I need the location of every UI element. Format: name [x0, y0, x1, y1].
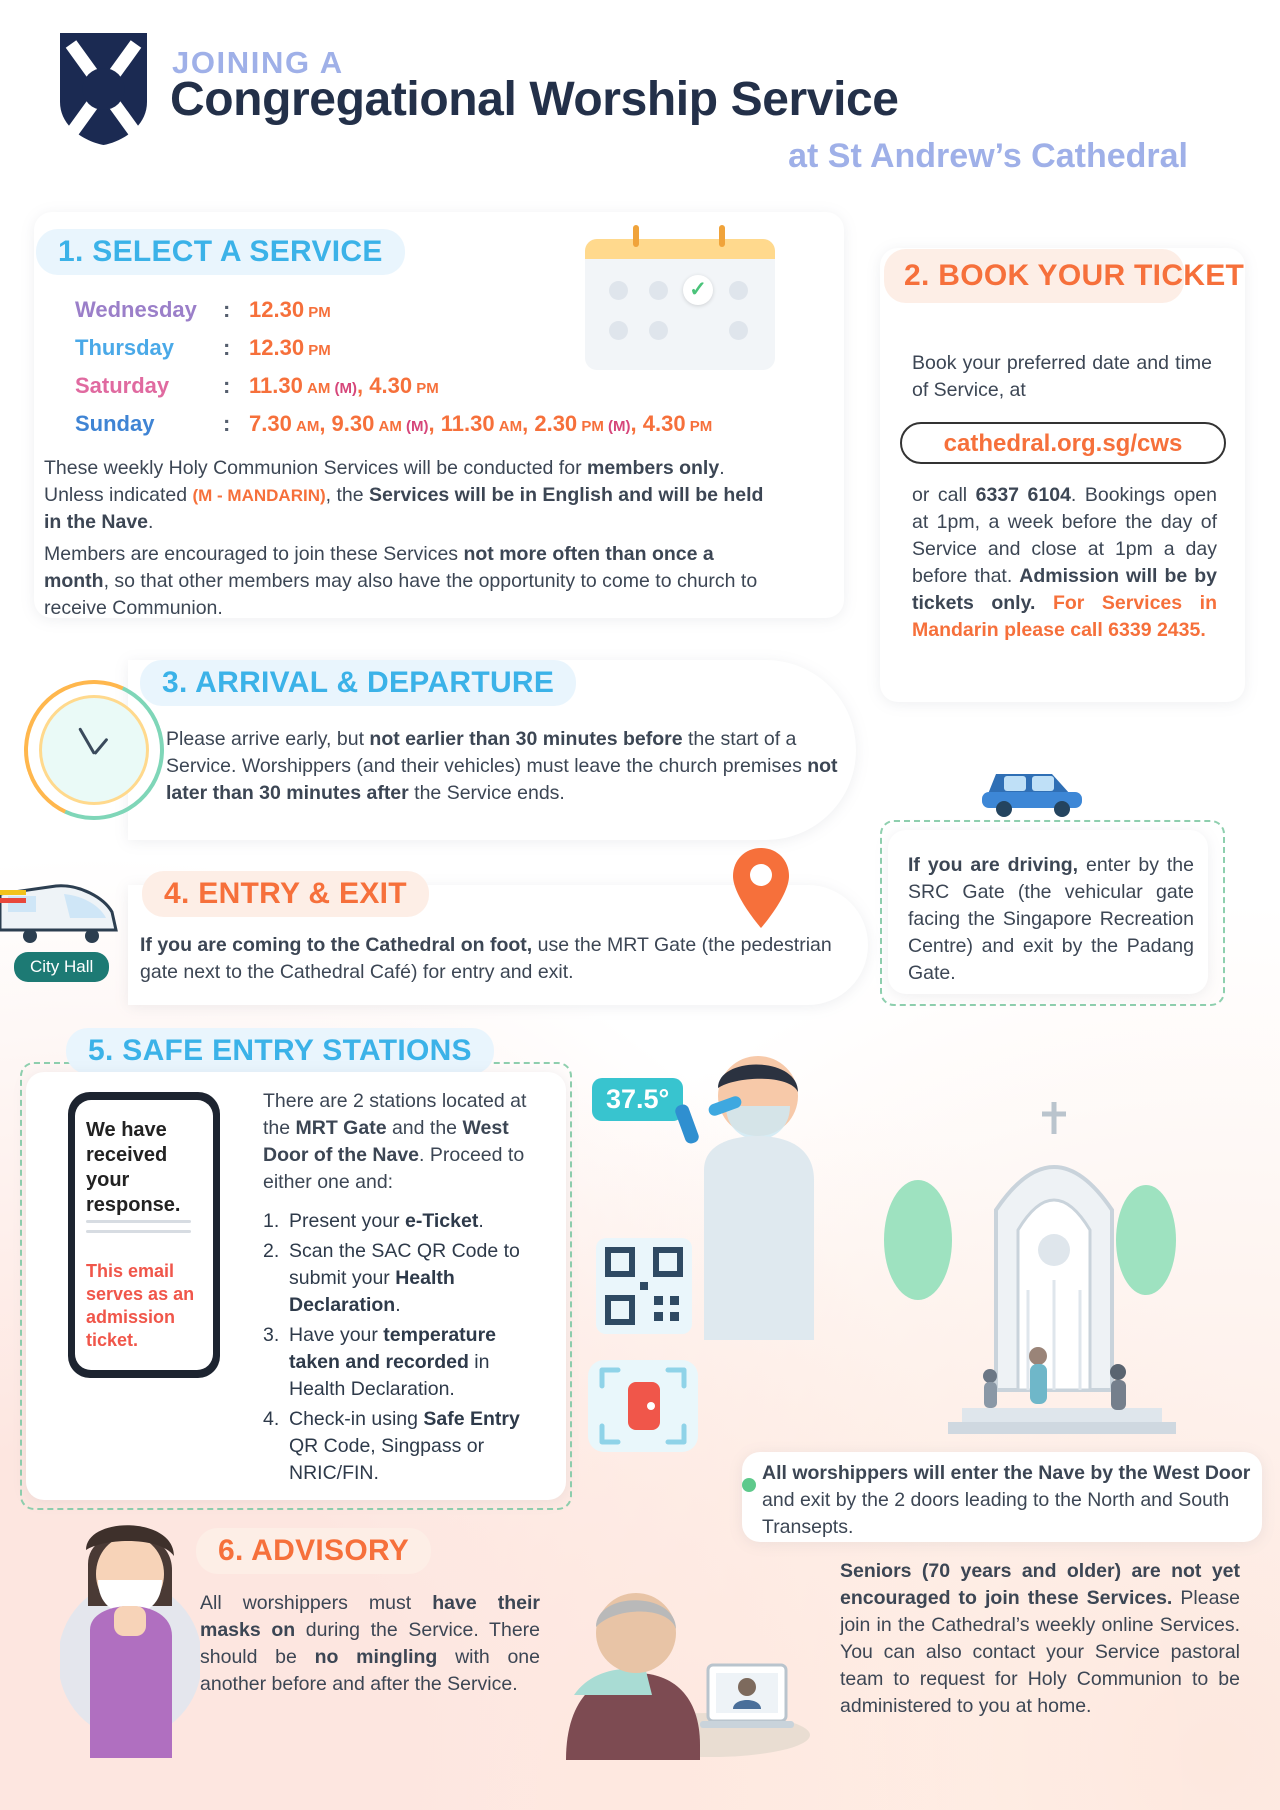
face-scan-icon: [588, 1360, 698, 1452]
schedule-day: Wednesday: [75, 297, 197, 322]
senior-laptop-icon: [560, 1545, 810, 1760]
schedule-times: 12.30 PM: [249, 335, 331, 360]
section3-title: 3. ARRIVAL & DEPARTURE: [140, 660, 576, 706]
page-title: Congregational Worship Service: [170, 73, 899, 126]
section1-paragraph-1: These weekly Holy Communion Services will be conducted for members only. Unless indicated (M - MANDARIN), the Services will be in English and will be held in the Nave.: [44, 457, 764, 533]
section6-left-paragraph: All worshippers must have their masks on during the Service. There should be no mingling with one another before and after the Service.: [200, 1592, 540, 1695]
smartphone-icon: [68, 1092, 220, 1378]
schedule-colon: :: [223, 411, 231, 436]
section6-right-paragraph: Seniors (70 years and older) are not yet encouraged to join these Services. Please join in the Cathedral’s weekly online Services. You can also contact your Service pastoral team to request for Holy Communion to be administered to you at home.: [840, 1560, 1241, 1717]
section5-paragraph-1: There are 2 stations located at the MRT Gate and the West Door of the Nave. Proceed to either one and:: [263, 1090, 527, 1193]
bullet-dot: [742, 1478, 756, 1492]
section2-title: 2. BOOK YOUR TICKET: [884, 249, 1184, 303]
schedule-day: Sunday: [75, 411, 155, 436]
phone-heading: We have received your response.: [86, 1119, 181, 1216]
page-subtitle: at St Andrew’s Cathedral: [788, 137, 1188, 175]
booking-url-link[interactable]: cathedral.org.sg/cws: [900, 422, 1226, 464]
west-door-note: All worshippers will enter the Nave by the West Door and exit by the 2 doors leading to the North and South Transepts.: [762, 1462, 1251, 1538]
section1-title: 1. SELECT A SERVICE: [36, 229, 405, 275]
schedule-day: Saturday: [75, 373, 170, 398]
schedule-times: 7.30 AM, 9.30 AM (M), 11.30 AM, 2.30 PM (M), 4.30 PM: [249, 411, 713, 436]
temperature-reading: 37.5°: [592, 1078, 683, 1121]
calendar-icon: [585, 225, 775, 370]
mrt-station-label: City Hall: [14, 952, 109, 982]
list-item: 4. Check-in using Safe Entry QR Code, Singpass or NRIC/FIN.: [263, 1408, 520, 1484]
schedule-row: [75, 411, 755, 437]
phone-placeholder-lines: [86, 1220, 191, 1240]
section3-paragraph: Please arrive early, but not earlier than 30 minutes before the start of a Service. Worshippers (and their vehicles) must leave the church premises not later than 30 minutes after the Service ends.: [166, 728, 838, 804]
schedule-colon: :: [223, 297, 231, 322]
schedule-times: 12.30 PM: [249, 297, 331, 322]
section6-title: 6. ADVISORY: [196, 1528, 431, 1574]
schedule-row: [75, 373, 755, 399]
list-item: 1. Present your e-Ticket.: [263, 1210, 484, 1232]
schedule-colon: :: [223, 335, 231, 360]
list-item: 3. Have your temperature taken and recorded in Health Declaration.: [263, 1324, 497, 1400]
schedule-day: Thursday: [75, 335, 175, 360]
staff-thermometer-illustration: [608, 1040, 858, 1370]
phone-note: This email serves as an admission ticket.: [86, 1261, 195, 1350]
header-eyebrow: JOINING A: [172, 45, 344, 80]
driving-paragraph: If you are driving, enter by the SRC Gate (the vehicular gate facing the Singapore Recreation Centre) and exit by the Padang Gate.: [908, 854, 1194, 984]
schedule-times: 11.30 AM (M), 4.30 PM: [249, 373, 439, 398]
section5-title: 5. SAFE ENTRY STATIONS: [66, 1028, 494, 1074]
car-icon: [978, 756, 1088, 818]
header: [0, 0, 1280, 195]
section1-paragraph-2: Members are encouraged to join these Services not more often than once a month, so that other members may also have the opportunity to come to church to receive Communion.: [44, 543, 758, 619]
cathedral-icon: [878, 1090, 1178, 1450]
section2-paragraph-2: or call 6337 6104. Bookings open at 1pm, a week before the day of Service and close at 1pm a day before that. Admission will be by tickets only. For Services in Mandarin please call 6339 2435.: [912, 484, 1217, 641]
section2-paragraph-1: Book your preferred date and time of Service, at: [912, 352, 1212, 401]
section4-paragraph: If you are coming to the Cathedral on foot, use the MRT Gate (the pedestrian gate next to the Cathedral Café) for entry and exit.: [140, 934, 832, 983]
shield-saltire-icon: [57, 30, 150, 148]
masked-woman-icon: [60, 1510, 200, 1760]
map-pin-icon: [730, 846, 792, 930]
safe-entry-steps: [263, 1208, 548, 1490]
calendar-check-icon: ✓: [683, 275, 713, 305]
clock-icon: [20, 676, 168, 824]
schedule-colon: :: [223, 373, 231, 398]
section4-title: 4. ENTRY & EXIT: [142, 871, 429, 917]
train-icon: [0, 880, 122, 950]
list-item: 2. Scan the SAC QR Code to submit your Health Declaration.: [263, 1240, 520, 1316]
safe-entry-illustration: [578, 1070, 1258, 1490]
